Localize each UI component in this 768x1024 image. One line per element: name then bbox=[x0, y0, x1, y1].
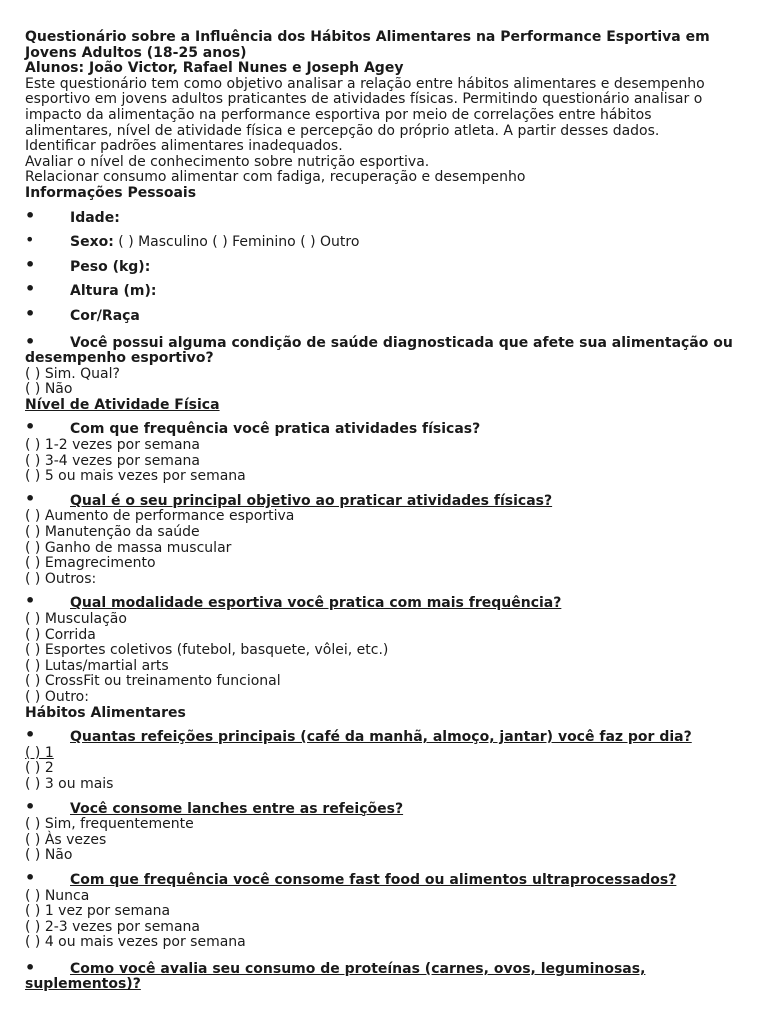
option: ( ) Ganho de massa muscular bbox=[25, 539, 232, 556]
question-activity-frequency bbox=[25, 417, 743, 438]
bullet-icon: • bbox=[25, 417, 36, 437]
question-text: Você possui alguma condição de saúde diagnosticada que afete sua alimentação ou desempenho esportivo? bbox=[25, 334, 733, 367]
question-sexo bbox=[25, 230, 743, 251]
goal-line-2: Avaliar o nível de conhecimento sobre nutrição esportiva. bbox=[25, 153, 430, 170]
option: ( ) 3-4 vezes por semana bbox=[25, 452, 200, 469]
bullet-icon: • bbox=[25, 488, 36, 508]
option: ( ) 5 ou mais vezes por semana bbox=[25, 468, 246, 485]
document-title: Questionário sobre a Influência dos Hábitos Alimentares na Performance Esportiva em Jovens Adultos (18-25 anos) bbox=[25, 29, 710, 61]
option: ( ) Outros: bbox=[25, 570, 97, 587]
question-text: Qual é o seu principal objetivo ao praticar atividades físicas? bbox=[70, 492, 553, 509]
question-text: Você consome lanches entre as refeições? bbox=[70, 800, 404, 817]
question-text: Com que frequência você pratica atividades físicas? bbox=[70, 421, 481, 438]
option: ( ) 1 vez por semana bbox=[25, 903, 171, 920]
option: ( ) 1 bbox=[25, 744, 54, 761]
bullet-icon: • bbox=[25, 230, 35, 250]
question-health bbox=[25, 331, 743, 367]
intro-paragraph: Este questionário tem como objetivo analisar a relação entre hábitos alimentares e desempenho esportivo em jovens adultos praticantes de atividades físicas. Permitindo questionário analisar o impacto da alimentação na performance esportiva por meio de correlações entre hábitos alimentares, nível de atividade física e percepção do próprio atleta. A partir desses dados. bbox=[25, 75, 705, 139]
section-heading-food: Hábitos Alimentares bbox=[25, 704, 186, 721]
bullet-icon: • bbox=[25, 725, 36, 745]
bullet-icon: • bbox=[25, 591, 36, 611]
option: ( ) 2 bbox=[25, 760, 54, 777]
question-protein bbox=[25, 957, 743, 993]
section-heading-personal: Informações Pessoais bbox=[25, 184, 197, 201]
question-text: Como você avalia seu consumo de proteínas (carnes, ovos, leguminosas, suplementos)? bbox=[25, 960, 646, 993]
option: ( ) Musculação bbox=[25, 611, 127, 627]
question-fast-food bbox=[25, 867, 743, 889]
question-text: Idade: bbox=[70, 209, 120, 226]
option: ( ) 1-2 vezes por semana bbox=[25, 437, 200, 454]
question-text: Sexo: bbox=[70, 234, 114, 251]
option: ( ) Manutenção da saúde bbox=[25, 524, 200, 541]
bullet-icon: • bbox=[25, 303, 36, 323]
question-snacks bbox=[25, 796, 743, 818]
question-activity-modality bbox=[25, 591, 743, 612]
option: ( ) Lutas/martial arts bbox=[25, 657, 169, 674]
question-text: Quantas refeições principais (café da manhã, almoço, jantar) você faz por dia? bbox=[70, 729, 692, 746]
question-meals-per-day bbox=[25, 725, 743, 746]
option: ( ) Emagrecimento bbox=[25, 555, 156, 572]
bullet-icon: • bbox=[25, 867, 36, 887]
sexo-options: ( ) Masculino ( ) Feminino ( ) Outro bbox=[113, 234, 360, 251]
option: ( ) Às vezes bbox=[25, 831, 107, 848]
bullet-icon: • bbox=[25, 796, 36, 816]
option: ( ) Nunca bbox=[25, 887, 90, 904]
question-text: Cor/Raça bbox=[70, 307, 140, 324]
authors-line: Alunos: João Victor, Rafael Nunes e Joseph Agey bbox=[25, 60, 404, 77]
question-peso bbox=[25, 254, 743, 276]
option: ( ) 3 ou mais bbox=[25, 775, 114, 792]
option: ( ) Outro: bbox=[25, 688, 89, 705]
question-altura bbox=[25, 279, 743, 300]
question-cor bbox=[25, 303, 743, 325]
option: ( ) Sim, frequentemente bbox=[25, 816, 194, 833]
option: ( ) Sim. Qual? bbox=[25, 365, 120, 382]
bullet-icon: • bbox=[25, 279, 36, 299]
option: ( ) Não bbox=[25, 381, 73, 398]
option: ( ) Não bbox=[25, 847, 73, 864]
option: ( ) Esportes coletivos (futebol, basquete, vôlei, etc.) bbox=[25, 642, 389, 659]
option: ( ) Corrida bbox=[25, 626, 96, 643]
option: ( ) CrossFit ou treinamento funcional bbox=[25, 673, 281, 690]
option: ( ) Aumento de performance esportiva bbox=[25, 508, 295, 525]
goal-line-1: Identificar padrões alimentares inadequados. bbox=[25, 138, 343, 155]
question-text: Qual modalidade esportiva você pratica com mais frequência? bbox=[70, 595, 562, 612]
question-idade bbox=[25, 205, 743, 227]
question-activity-goal bbox=[25, 488, 743, 510]
bullet-icon: • bbox=[25, 957, 36, 977]
goal-line-3: Relacionar consumo alimentar com fadiga, recuperação e desempenho bbox=[25, 169, 526, 186]
bullet-icon: • bbox=[25, 254, 36, 274]
option: ( ) 4 ou mais vezes por semana bbox=[25, 934, 246, 951]
bullet-icon: • bbox=[25, 331, 36, 351]
question-text: Com que frequência você consome fast food ou alimentos ultraprocessados? bbox=[70, 871, 677, 888]
bullet-icon: • bbox=[25, 205, 36, 225]
question-text: Altura (m): bbox=[70, 283, 157, 300]
option: ( ) 2-3 vezes por semana bbox=[25, 918, 200, 935]
section-heading-activity: Nível de Atividade Física bbox=[25, 396, 220, 413]
question-text: Peso (kg): bbox=[70, 258, 151, 275]
